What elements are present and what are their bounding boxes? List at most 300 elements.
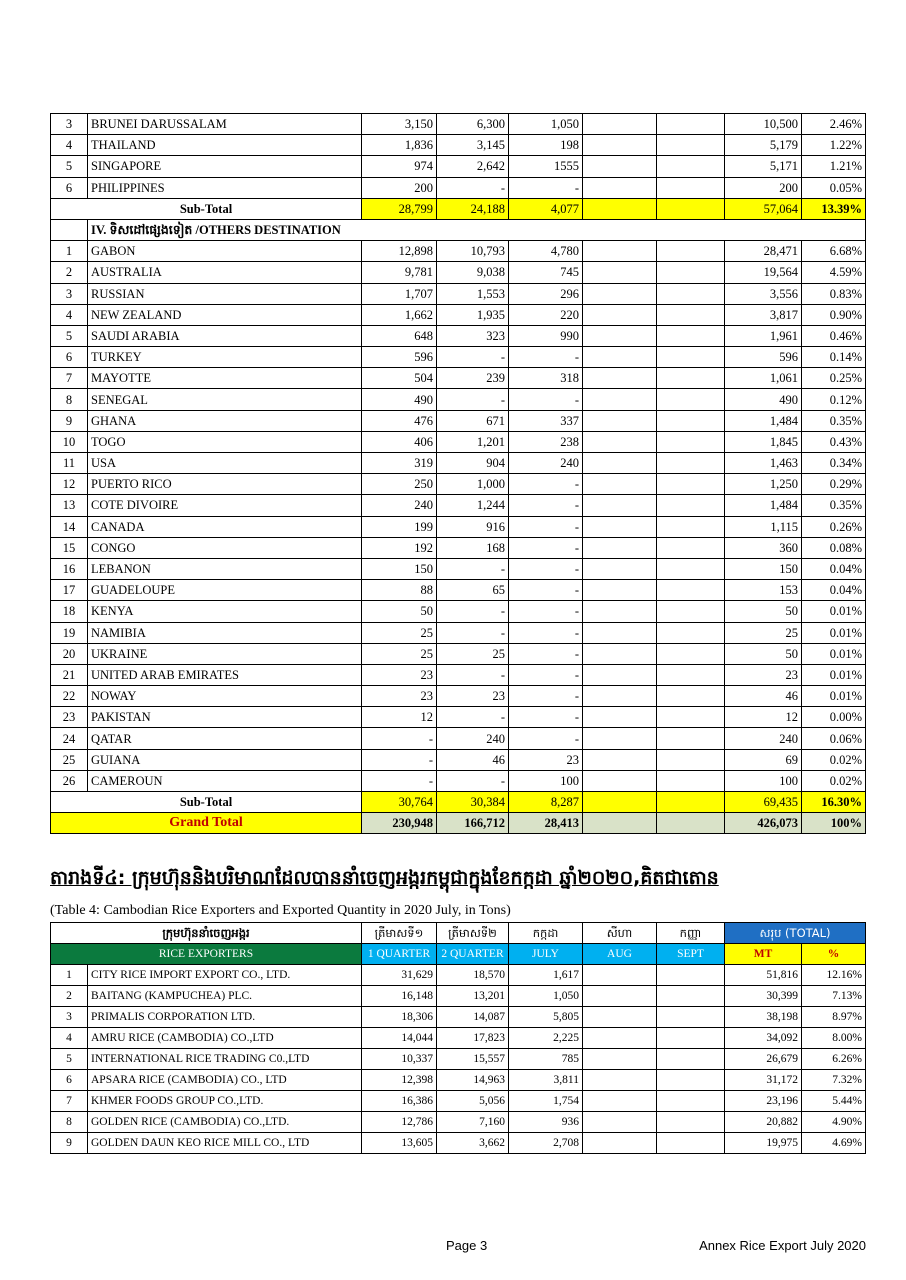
cell-mt: 10,500	[725, 114, 802, 135]
row-number: 7	[51, 1091, 88, 1112]
cell-aug	[583, 686, 657, 707]
cell-aug	[583, 495, 657, 516]
row-name: TURKEY	[88, 347, 362, 368]
cell-pct: 0.01%	[802, 664, 866, 685]
cell-aug	[583, 368, 657, 389]
row-name: PHILIPPINES	[88, 177, 362, 198]
cell-q2: 30,384	[437, 792, 509, 813]
cell-sept	[657, 643, 725, 664]
cell-aug	[583, 622, 657, 643]
cell-q2: 916	[437, 516, 509, 537]
cell-mt: 23,196	[725, 1091, 802, 1112]
row-name: UKRAINE	[88, 643, 362, 664]
cell-sept	[657, 986, 725, 1007]
cell-mt: 3,817	[725, 304, 802, 325]
row-name: KENYA	[88, 601, 362, 622]
cell-sept	[657, 792, 725, 813]
cell-aug	[583, 813, 657, 834]
cell-july: 296	[509, 283, 583, 304]
cell-july: -	[509, 601, 583, 622]
row-number: 3	[51, 283, 88, 304]
header-mt: MT	[725, 944, 802, 965]
row-number: 9	[51, 410, 88, 431]
cell-q2: 168	[437, 537, 509, 558]
cell-aug	[583, 114, 657, 135]
cell-july: -	[509, 686, 583, 707]
cell-sept	[657, 1028, 725, 1049]
row-name: APSARA RICE (CAMBODIA) CO., LTD	[88, 1070, 362, 1091]
table-row	[51, 643, 866, 664]
cell-q2: 14,087	[437, 1007, 509, 1028]
cell-sept	[657, 198, 725, 219]
cell-mt: 19,975	[725, 1133, 802, 1154]
table-row	[51, 262, 866, 283]
table-row	[51, 474, 866, 495]
cell-aug	[583, 283, 657, 304]
cell-q1: 12,898	[362, 241, 437, 262]
cell-q2: 18,570	[437, 965, 509, 986]
cell-q1: 10,337	[362, 1049, 437, 1070]
row-name: TOGO	[88, 431, 362, 452]
row-name: CITY RICE IMPORT EXPORT CO., LTD.	[88, 965, 362, 986]
exporters-table	[50, 922, 866, 1154]
row-number: 8	[51, 1112, 88, 1133]
cell-q1: 16,148	[362, 986, 437, 1007]
cell-q1: 240	[362, 495, 437, 516]
cell-aug	[583, 792, 657, 813]
cell-sept	[657, 664, 725, 685]
grand-total-row-label: Grand Total	[51, 813, 362, 834]
cell-q2: 3,662	[437, 1133, 509, 1154]
cell-aug	[583, 558, 657, 579]
subtotal-row	[51, 198, 866, 219]
subtotal-row-label: Sub-Total	[51, 792, 362, 813]
row-name: NOWAY	[88, 686, 362, 707]
row-name: SENEGAL	[88, 389, 362, 410]
cell-pct: 4.90%	[802, 1112, 866, 1133]
row-number: 2	[51, 986, 88, 1007]
cell-q1: -	[362, 728, 437, 749]
cell-july: 337	[509, 410, 583, 431]
cell-pct: 13.39%	[802, 198, 866, 219]
cell-sept	[657, 749, 725, 770]
cell-pct: 7.13%	[802, 986, 866, 1007]
cell-sept	[657, 558, 725, 579]
cell-q1: 31,629	[362, 965, 437, 986]
table-row	[51, 707, 866, 728]
cell-mt: 5,179	[725, 135, 802, 156]
row-number: 2	[51, 262, 88, 283]
section-heading-row	[51, 219, 866, 240]
cell-aug	[583, 241, 657, 262]
table4-title: តារាងទី៤: ក្រុមហ៊ុននិងបរិមាណដែលបាននាំចេញអង្ករកម្ពុជាក្នុងខែកក្កដា ឆ្នាំ២០២០,គិតជាតោន	[50, 867, 719, 889]
table-row	[51, 114, 866, 135]
cell-july: 990	[509, 325, 583, 346]
header-pct: %	[802, 944, 866, 965]
cell-pct: 0.04%	[802, 580, 866, 601]
table-row	[51, 1070, 866, 1091]
cell-mt: 12	[725, 707, 802, 728]
cell-aug	[583, 347, 657, 368]
cell-q1: 16,386	[362, 1091, 437, 1112]
cell-q2: 1,000	[437, 474, 509, 495]
cell-july: 318	[509, 368, 583, 389]
row-number: 18	[51, 601, 88, 622]
cell-sept	[657, 453, 725, 474]
row-number: 5	[51, 156, 88, 177]
table-row	[51, 389, 866, 410]
cell-sept	[657, 728, 725, 749]
cell-july: 28,413	[509, 813, 583, 834]
cell-q1: 3,150	[362, 114, 437, 135]
cell-pct: 12.16%	[802, 965, 866, 986]
row-name: USA	[88, 453, 362, 474]
cell-aug	[583, 516, 657, 537]
cell-july: 785	[509, 1049, 583, 1070]
cell-aug	[583, 728, 657, 749]
cell-q2: -	[437, 389, 509, 410]
cell-aug	[583, 965, 657, 986]
cell-pct: 0.06%	[802, 728, 866, 749]
header-q1-kh: ត្រីមាសទី១	[362, 923, 437, 944]
cell-mt: 19,564	[725, 262, 802, 283]
cell-mt: 153	[725, 580, 802, 601]
cell-q2: 10,793	[437, 241, 509, 262]
row-name: GHANA	[88, 410, 362, 431]
cell-q2: -	[437, 558, 509, 579]
cell-q1: 30,764	[362, 792, 437, 813]
cell-july: 1555	[509, 156, 583, 177]
cell-q2: 904	[437, 453, 509, 474]
section-heading: IV. ទិសដៅផ្សេងទៀត /OTHERS DESTINATION	[88, 219, 657, 240]
cell-q2: 15,557	[437, 1049, 509, 1070]
cell-q1: 1,836	[362, 135, 437, 156]
cell-aug	[583, 749, 657, 770]
cell-july: 4,780	[509, 241, 583, 262]
cell-q2: 5,056	[437, 1091, 509, 1112]
cell-q1: 9,781	[362, 262, 437, 283]
cell-q1: 25	[362, 622, 437, 643]
row-name: CAMEROUN	[88, 770, 362, 791]
cell-mt: 46	[725, 686, 802, 707]
cell-mt: 69,435	[725, 792, 802, 813]
cell-pct: 0.46%	[802, 325, 866, 346]
cell-q1: 200	[362, 177, 437, 198]
cell-q2: -	[437, 770, 509, 791]
cell-mt: 50	[725, 643, 802, 664]
cell-aug	[583, 1091, 657, 1112]
row-name: GOLDEN RICE (CAMBODIA) CO.,LTD.	[88, 1112, 362, 1133]
cell-mt: 1,484	[725, 410, 802, 431]
cell-july: 23	[509, 749, 583, 770]
cell-sept	[657, 707, 725, 728]
row-name: BAITANG (KAMPUCHEA) PLC.	[88, 986, 362, 1007]
row-number: 5	[51, 1049, 88, 1070]
cell-sept	[657, 410, 725, 431]
cell-aug	[583, 986, 657, 1007]
cell-july: 100	[509, 770, 583, 791]
cell-aug	[583, 664, 657, 685]
cell-july: 8,287	[509, 792, 583, 813]
cell-q2: 65	[437, 580, 509, 601]
cell-july: -	[509, 664, 583, 685]
cell-sept	[657, 965, 725, 986]
cell-sept	[657, 1070, 725, 1091]
cell-aug	[583, 389, 657, 410]
row-number: 9	[51, 1133, 88, 1154]
row-number: 8	[51, 389, 88, 410]
cell-pct: 5.44%	[802, 1091, 866, 1112]
cell-aug	[583, 1028, 657, 1049]
cell-sept	[657, 1007, 725, 1028]
cell-q1: 596	[362, 347, 437, 368]
row-name: NEW ZEALAND	[88, 304, 362, 325]
table-row	[51, 431, 866, 452]
cell-q2: 17,823	[437, 1028, 509, 1049]
row-number: 4	[51, 135, 88, 156]
cell-july: -	[509, 347, 583, 368]
row-name: AMRU RICE (CAMBODIA) CO.,LTD	[88, 1028, 362, 1049]
cell-sept	[657, 431, 725, 452]
cell-mt: 1,463	[725, 453, 802, 474]
cell-mt: 596	[725, 347, 802, 368]
cell-aug	[583, 410, 657, 431]
cell-july: 2,708	[509, 1133, 583, 1154]
table-row	[51, 770, 866, 791]
cell-pct: 7.32%	[802, 1070, 866, 1091]
row-number: 14	[51, 516, 88, 537]
cell-sept	[657, 1112, 725, 1133]
table-row	[51, 410, 866, 431]
cell-july: -	[509, 643, 583, 664]
cell-q2: -	[437, 177, 509, 198]
row-number: 13	[51, 495, 88, 516]
cell-q2: 240	[437, 728, 509, 749]
cell-aug	[583, 453, 657, 474]
row-number: 7	[51, 368, 88, 389]
cell-sept	[657, 114, 725, 135]
cell-july: 5,805	[509, 1007, 583, 1028]
cell-pct: 0.02%	[802, 770, 866, 791]
row-name: AUSTRALIA	[88, 262, 362, 283]
cell-mt: 3,556	[725, 283, 802, 304]
cell-q2: 1,935	[437, 304, 509, 325]
header-q1-en: 1 QUARTER	[362, 944, 437, 965]
cell-mt: 1,250	[725, 474, 802, 495]
cell-pct: 1.22%	[802, 135, 866, 156]
cell-aug	[583, 770, 657, 791]
cell-q2: 7,160	[437, 1112, 509, 1133]
cell-july: 198	[509, 135, 583, 156]
row-name: GUADELOUPE	[88, 580, 362, 601]
cell-july: -	[509, 580, 583, 601]
cell-pct: 0.90%	[802, 304, 866, 325]
row-name: PUERTO RICO	[88, 474, 362, 495]
cell-q2: 2,642	[437, 156, 509, 177]
cell-mt: 38,198	[725, 1007, 802, 1028]
row-name: UNITED ARAB EMIRATES	[88, 664, 362, 685]
row-name: COTE DIVOIRE	[88, 495, 362, 516]
cell-q1: 1,662	[362, 304, 437, 325]
row-number: 19	[51, 622, 88, 643]
row-number: 25	[51, 749, 88, 770]
cell-sept	[657, 368, 725, 389]
cell-mt: 50	[725, 601, 802, 622]
header-q2-en: 2 QUARTER	[437, 944, 509, 965]
cell-sept	[657, 686, 725, 707]
cell-q2: 166,712	[437, 813, 509, 834]
row-number: 6	[51, 177, 88, 198]
cell-pct: 1.21%	[802, 156, 866, 177]
cell-q2: -	[437, 601, 509, 622]
row-number: 16	[51, 558, 88, 579]
cell-pct: 4.59%	[802, 262, 866, 283]
table4-subtitle: (Table 4: Cambodian Rice Exporters and Exported Quantity in 2020 July, in Tons)	[50, 903, 511, 918]
cell-aug	[583, 135, 657, 156]
row-name: LEBANON	[88, 558, 362, 579]
cell-q2: -	[437, 622, 509, 643]
row-number: 24	[51, 728, 88, 749]
cell-aug	[583, 431, 657, 452]
cell-aug	[583, 707, 657, 728]
table-row	[51, 749, 866, 770]
table-row	[51, 1091, 866, 1112]
cell-q2: 6,300	[437, 114, 509, 135]
table-row	[51, 135, 866, 156]
cell-pct: 100%	[802, 813, 866, 834]
cell-july: 220	[509, 304, 583, 325]
cell-q1: 199	[362, 516, 437, 537]
row-number: 6	[51, 347, 88, 368]
row-name: RUSSIAN	[88, 283, 362, 304]
cell-pct: 0.29%	[802, 474, 866, 495]
row-name: SINGAPORE	[88, 156, 362, 177]
row-number: 3	[51, 114, 88, 135]
cell-q1: 12,786	[362, 1112, 437, 1133]
table-row	[51, 1007, 866, 1028]
row-number: 4	[51, 1028, 88, 1049]
cell-pct: 0.34%	[802, 453, 866, 474]
cell-q1: 406	[362, 431, 437, 452]
cell-aug	[583, 537, 657, 558]
cell-pct: 4.69%	[802, 1133, 866, 1154]
header-sep-en: SEPT	[657, 944, 725, 965]
cell-mt: 5,171	[725, 156, 802, 177]
cell-q1: 12	[362, 707, 437, 728]
cell-q1: 476	[362, 410, 437, 431]
row-name: SAUDI ARABIA	[88, 325, 362, 346]
cell-sept	[657, 156, 725, 177]
row-name: MAYOTTE	[88, 368, 362, 389]
cell-sept	[657, 135, 725, 156]
cell-q2: 46	[437, 749, 509, 770]
cell-pct: 0.04%	[802, 558, 866, 579]
cell-mt: 150	[725, 558, 802, 579]
cell-mt: 51,816	[725, 965, 802, 986]
cell-july: -	[509, 728, 583, 749]
cell-q1: 490	[362, 389, 437, 410]
row-name: THAILAND	[88, 135, 362, 156]
row-number: 23	[51, 707, 88, 728]
cell-mt: 57,064	[725, 198, 802, 219]
header-row-kh	[51, 923, 866, 944]
cell-q1: 25	[362, 643, 437, 664]
cell-july: 1,050	[509, 986, 583, 1007]
row-number: 1	[51, 965, 88, 986]
cell-pct: 2.46%	[802, 114, 866, 135]
cell-q1: 648	[362, 325, 437, 346]
cell-sept	[657, 601, 725, 622]
cell-pct: 0.08%	[802, 537, 866, 558]
table-row	[51, 495, 866, 516]
row-number: 11	[51, 453, 88, 474]
cell-q1: 50	[362, 601, 437, 622]
cell-q2: 25	[437, 643, 509, 664]
table-row	[51, 1133, 866, 1154]
cell-mt: 490	[725, 389, 802, 410]
cell-q1: 12,398	[362, 1070, 437, 1091]
cell-sept	[657, 177, 725, 198]
cell-mt: 28,471	[725, 241, 802, 262]
table-row	[51, 156, 866, 177]
cell-q2: 23	[437, 686, 509, 707]
cell-july: -	[509, 707, 583, 728]
row-number: 15	[51, 537, 88, 558]
cell-july: -	[509, 389, 583, 410]
cell-pct: 0.01%	[802, 643, 866, 664]
table-row	[51, 601, 866, 622]
table-row	[51, 537, 866, 558]
cell-july: 4,077	[509, 198, 583, 219]
cell-q1: 28,799	[362, 198, 437, 219]
row-name: GUIANA	[88, 749, 362, 770]
cell-pct: 6.26%	[802, 1049, 866, 1070]
row-name: CANADA	[88, 516, 362, 537]
cell-pct: 8.97%	[802, 1007, 866, 1028]
cell-q2: 1,244	[437, 495, 509, 516]
header-jul-en: JULY	[509, 944, 583, 965]
cell-july: -	[509, 516, 583, 537]
row-number: 22	[51, 686, 88, 707]
subtotal-row	[51, 792, 866, 813]
cell-aug	[583, 580, 657, 601]
cell-mt: 1,061	[725, 368, 802, 389]
cell-aug	[583, 325, 657, 346]
cell-q2: 14,963	[437, 1070, 509, 1091]
cell-q1: 504	[362, 368, 437, 389]
header-row-en	[51, 944, 866, 965]
header-q2-kh: ត្រីមាសទី២	[437, 923, 509, 944]
table-row	[51, 986, 866, 1007]
cell-july: 238	[509, 431, 583, 452]
cell-sept	[657, 770, 725, 791]
cell-q1: 974	[362, 156, 437, 177]
cell-sept	[657, 347, 725, 368]
cell-q1: 23	[362, 686, 437, 707]
cell-sept	[657, 389, 725, 410]
cell-q1: -	[362, 749, 437, 770]
cell-q1: 14,044	[362, 1028, 437, 1049]
cell-mt: 426,073	[725, 813, 802, 834]
cell-pct: 0.25%	[802, 368, 866, 389]
cell-q2: 13,201	[437, 986, 509, 1007]
cell-july: 1,050	[509, 114, 583, 135]
cell-aug	[583, 1112, 657, 1133]
row-name: PAKISTAN	[88, 707, 362, 728]
cell-sept	[657, 622, 725, 643]
table-row	[51, 325, 866, 346]
cell-q1: 1,707	[362, 283, 437, 304]
